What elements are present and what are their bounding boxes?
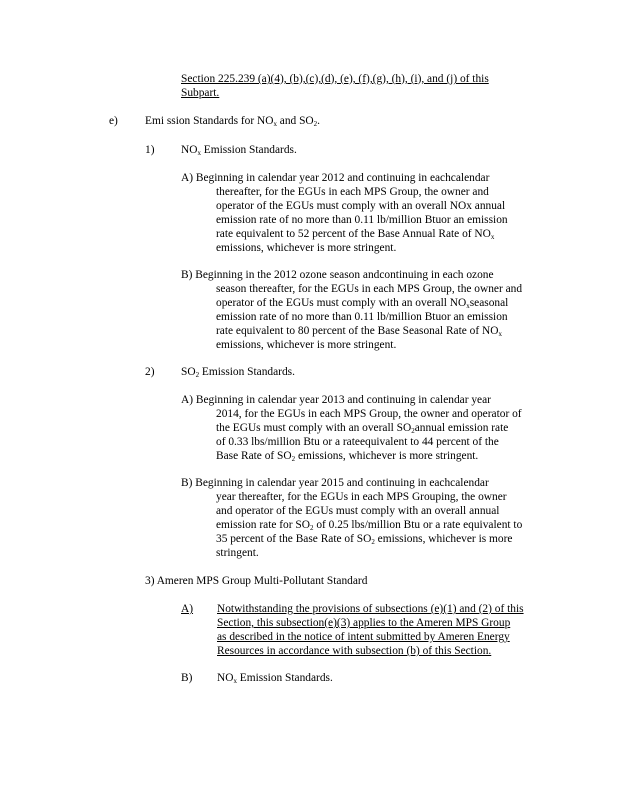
paragraph-3a: Notwithstanding the provisions of subsections (e)(1) and (2) of this Section, this subsection(e)(3) applies to the Ameren MPS Group as described in the notice of intent submitted by Ameren Energy Resources in accordance with subsection (b) of this Section. (217, 603, 524, 657)
paragraph-2b: B) Beginning in calendar year 2015 and continuing in eachcalendar year thereafter, for the EGUs in each MPS Grouping, the owner and operator of the EGUs must comply with an overall annual emission rate for $SO_2$ of 0.25 lbs/million Btu or a rate equivalent to 35 percent of the Base Rate of $SO_2$ emissions, whichever is more stringent. (181, 477, 523, 559)
subsection-2-heading: $SO_2$ Emission Standards. (181, 366, 295, 379)
intro-line-1: Section 225.239 (a)(4), (b),(c),(d), (e), (f),(g), (h), (i), and (j) of this (181, 73, 489, 85)
paragraph-1b: B) Beginning in the 2012 ozone season andcontinuing in each ozone season thereafter, for the EGUs in each MPS Group, the owner and operator of the EGUs must comply with an overall $NO_xseasonal$ emission rate of no more than 0.11 lb/million Btuor an emission rate equivalent to 80 percent of the Base Seasonal Rate of $NO_x$ emissions, whichever is more stringent. (181, 269, 523, 351)
subsection-2-marker: 2) (145, 366, 155, 378)
section-e-marker: e) (109, 115, 118, 127)
intro-line-2: Subpart. (181, 87, 220, 99)
subsection-1-marker: 1) (145, 144, 155, 156)
subsection-1-heading: $NO_x$ Emission Standards. (181, 144, 297, 157)
paragraph-2a: A) Beginning in calendar year 2013 and continuing in calendar year 2014, for the EGUs in each MPS Group, the owner and operator of the EGUs must comply with an overall $SO_2annual$ emission rate of 0.33 lbs/million Btu or a rateequivalent to 44 percent of the Base Rate of $SO_2$ emissions, whichever is more stringent. (181, 394, 522, 463)
paragraph-3b-heading: $NO_x$ Emission Standards. (217, 672, 333, 685)
paragraph-1a: A) Beginning in calendar year 2012 and continuing in eachcalendar thereafter, for the EGUs in each MPS Group, the owner and operator of the EGUs must comply with an overall NOx annual emission rate of no more than 0.11 lb/million Btuor an emission rate equivalent to 52 percent of the Base Annual Rate of $NO_x$ emissions, whichever is more stringent. (181, 172, 508, 254)
subsection-3-heading: 3) Ameren MPS Group Multi-Pollutant Standard (145, 575, 368, 587)
paragraph-3b-marker: B) (181, 672, 193, 684)
section-e-title: Emi ssion Standards for $NO_x$ and $SO_2$. (145, 115, 321, 128)
paragraph-3a-marker: A) (181, 603, 194, 615)
